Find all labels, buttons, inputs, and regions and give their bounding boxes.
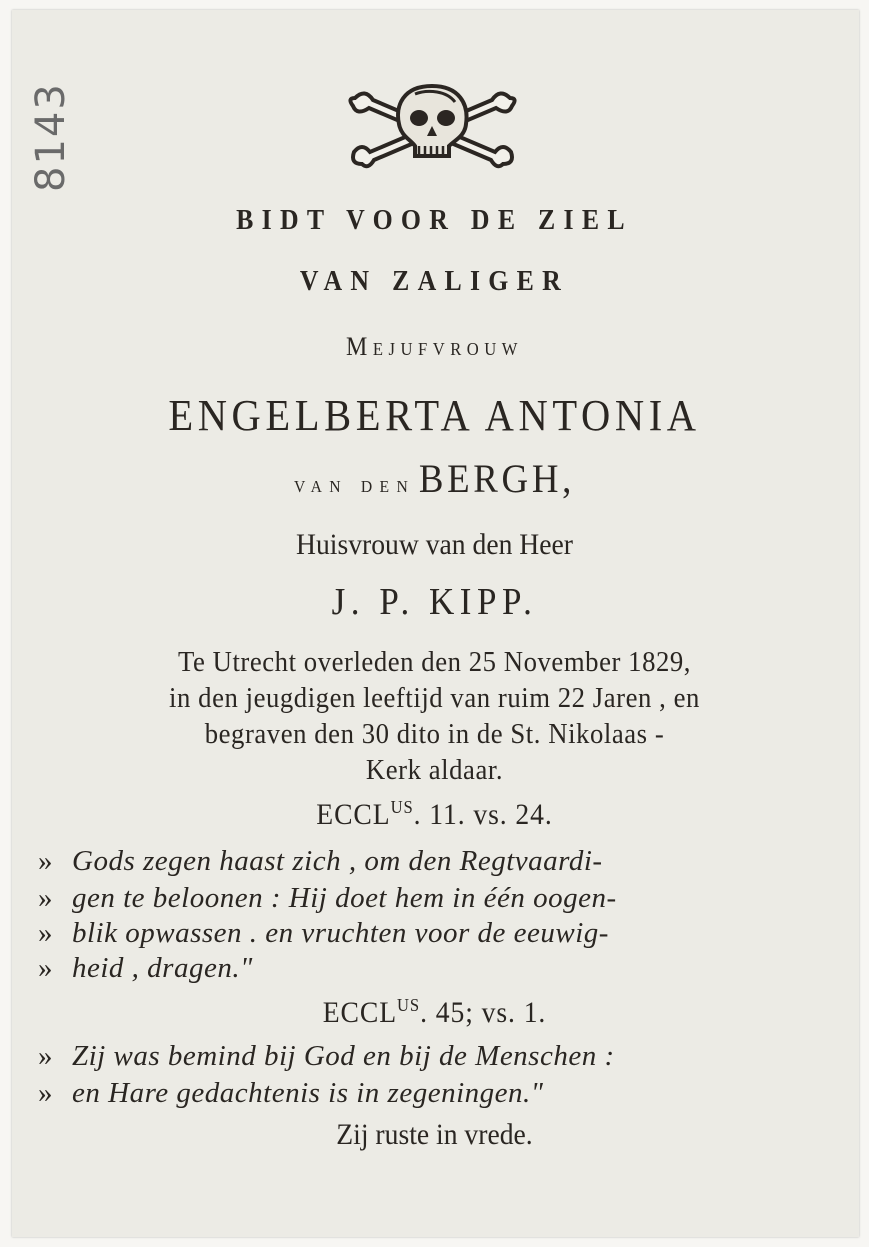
verse-2-text-2: en Hare gedachtenis is in zegeningen." [72, 1077, 544, 1109]
verse-1-ref-main: ECCL [316, 798, 391, 831]
verse-1-text-2: gen te beloonen : Hij doet hem in één oogen- [72, 882, 617, 914]
surname-line [34, 455, 834, 502]
quote-mark: » [38, 845, 53, 877]
first-names: ENGELBERTA ANTONIA [168, 391, 701, 440]
verse-2-ref-rest: . 45; vs. 1. [420, 996, 547, 1029]
title-mejufvrouw: Mejufvrouw [346, 332, 523, 361]
verse-1-line-3 [38, 917, 850, 950]
quote-mark: » [38, 917, 53, 949]
verse-1-line-1 [38, 845, 850, 878]
closing-line: Zij ruste in vrede. [336, 1118, 533, 1151]
verse-2-ref-main: ECCL [322, 996, 398, 1029]
quote-mark: » [38, 952, 53, 984]
verse-1-text-3: blik opwassen . en vruchten voor de eeuwig- [72, 917, 609, 949]
quote-mark: » [38, 882, 53, 914]
surname-prefix: van den [293, 472, 416, 498]
verse-1-ref-sup: US [390, 797, 414, 817]
verse-2-reference [34, 995, 834, 1030]
verse-2-ref-sup: US [397, 995, 421, 1015]
skull-crossbones-icon [345, 80, 520, 170]
verse-1-ref-rest: . 11. vs. 24. [413, 798, 553, 831]
verse-1-reference [34, 797, 834, 832]
surname: BERGH, [418, 456, 576, 501]
spouse-relation: Huisvrouw van den Heer [296, 528, 573, 561]
death-notice-line-4: Kerk aldaar. [365, 754, 504, 786]
verse-2-text-1: Zij was bemind bij God en bij de Menschen : [72, 1040, 615, 1072]
heading-line-1: BIDT VOOR DE ZIEL [236, 205, 633, 236]
verse-2-line-2 [38, 1077, 850, 1110]
verse-1-line-2 [38, 882, 850, 915]
verse-1-text-4: heid , dragen." [72, 952, 253, 984]
spouse-name: J. P. KIPP. [331, 581, 538, 623]
heading-line-2: VAN ZALIGER [299, 266, 570, 297]
quote-mark: » [38, 1040, 53, 1072]
death-notice-line-3: begraven den 30 dito in de St. Nikolaas - [204, 718, 665, 750]
death-notice-line-1: Te Utrecht overleden den 25 November 1829, [177, 646, 692, 678]
verse-1-text-1: Gods zegen haast zich , om den Regtvaardi- [72, 845, 603, 877]
death-notice-line-2: in den jeugdigen leeftijd van ruim 22 Jaren , en [169, 682, 700, 714]
verse-1-line-4 [38, 952, 850, 985]
verse-2-line-1 [38, 1040, 850, 1073]
archive-number: 8143 [28, 82, 74, 192]
quote-mark: » [38, 1077, 53, 1109]
